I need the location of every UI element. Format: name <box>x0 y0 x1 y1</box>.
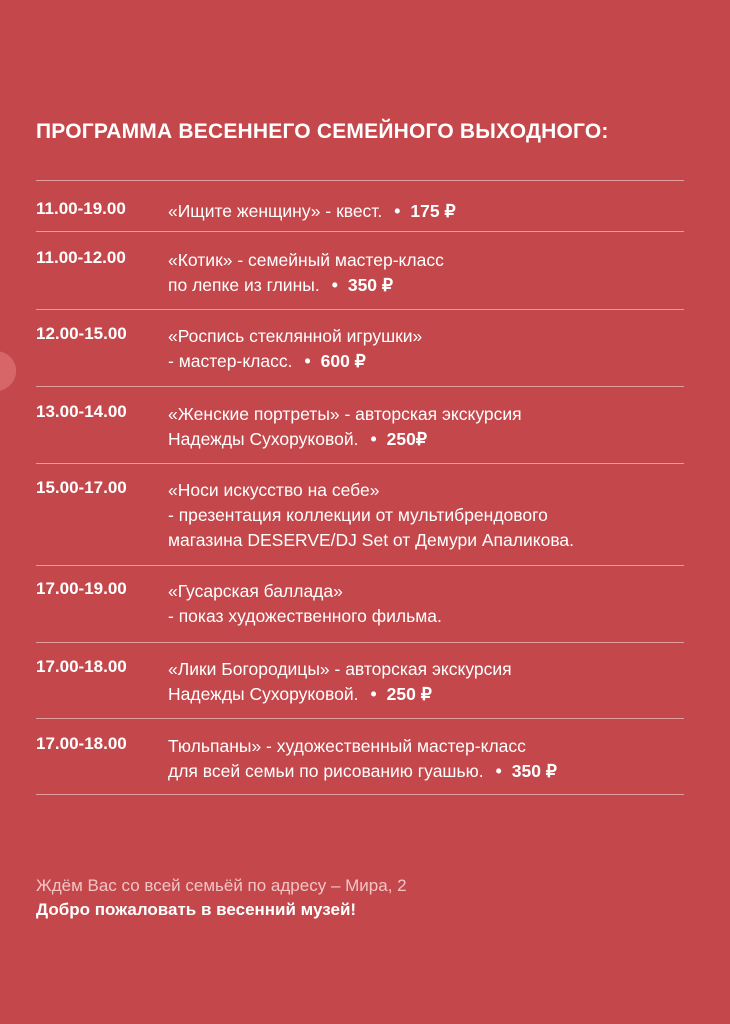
event-price: 250₽ <box>386 429 427 449</box>
event-description <box>168 579 688 629</box>
event-time: 15.00-17.00 <box>36 478 127 497</box>
event-description <box>168 248 688 298</box>
event-title: Тюльпаны» - художественный мастер-класс <box>168 736 526 756</box>
divider <box>36 642 684 643</box>
event-line <box>168 759 688 784</box>
event-time: 17.00-18.00 <box>36 657 127 676</box>
divider <box>36 463 684 464</box>
footer-welcome: Добро пожаловать в весенний музей! <box>36 900 357 919</box>
event-description <box>168 478 688 553</box>
event-price: 350 ₽ <box>511 761 557 781</box>
event-description <box>168 734 688 784</box>
bullet-separator: • <box>331 275 338 295</box>
bullet-separator: • <box>370 429 377 449</box>
event-subtitle: - мастер-класс. <box>168 351 293 371</box>
bullet-separator: • <box>394 201 401 221</box>
event-subtitle: по лепке из глины. <box>168 275 320 295</box>
divider <box>36 180 684 181</box>
event-price: 250 ₽ <box>386 684 432 704</box>
divider <box>36 386 684 387</box>
bullet-separator: • <box>304 351 311 371</box>
event-title: «Носи искусство на себе» <box>168 480 380 500</box>
event-time: 17.00-18.00 <box>36 734 127 753</box>
event-price: 350 ₽ <box>347 275 394 295</box>
event-title: «Роспись стеклянной игрушки» <box>168 326 423 346</box>
event-time: 17.00-19.00 <box>36 579 127 598</box>
event-title: «Ищите женщину» - квест. <box>168 201 383 221</box>
event-time: 11.00-19.00 <box>36 199 126 218</box>
decorative-edge-shape <box>0 345 22 394</box>
event-subtitle: Надежды Сухоруковой. <box>168 429 359 449</box>
divider <box>36 718 684 719</box>
divider <box>36 231 684 232</box>
event-description <box>168 199 688 224</box>
event-title: «Гусарская баллада» <box>168 581 343 601</box>
event-description <box>168 324 688 374</box>
event-subtitle: Надежды Сухоруковой. <box>168 684 359 704</box>
footer-address: Ждём Вас со всей семьёй по адресу – Мира, 2 <box>36 876 407 895</box>
footer <box>36 874 407 922</box>
event-price: 600 ₽ <box>320 351 366 371</box>
page-title: ПРОГРАММА ВЕСЕННЕГО СЕМЕЙНОГО ВЫХОДНОГО: <box>36 120 609 143</box>
event-price: 175 ₽ <box>410 201 456 221</box>
event-title: «Женские портреты» - авторская экскурсия <box>168 404 522 424</box>
event-line <box>168 273 688 298</box>
event-subtitle: магазина DESERVE/DJ Set от Демури Апаликова. <box>168 530 575 550</box>
event-subtitle: - презентация коллекции от мультибрендового <box>168 505 548 525</box>
event-title: «Котик» - семейный мастер-класс <box>168 250 444 270</box>
bullet-separator: • <box>495 761 502 781</box>
event-time: 12.00-15.00 <box>36 324 127 343</box>
event-time: 13.00-14.00 <box>36 402 127 421</box>
event-description <box>168 657 688 707</box>
divider <box>36 565 684 566</box>
event-line <box>168 349 688 374</box>
event-time: 11.00-12.00 <box>36 248 126 267</box>
event-line <box>168 199 688 224</box>
event-subtitle: для всей семьи по рисованию гуашью. <box>168 761 484 781</box>
divider <box>36 309 684 310</box>
divider <box>36 794 684 795</box>
event-description <box>168 402 688 452</box>
event-subtitle: - показ художественного фильма. <box>168 606 442 626</box>
event-line <box>168 682 688 707</box>
event-title: «Лики Богородицы» - авторская экскурсия <box>168 659 512 679</box>
event-line <box>168 427 688 452</box>
bullet-separator: • <box>370 684 377 704</box>
